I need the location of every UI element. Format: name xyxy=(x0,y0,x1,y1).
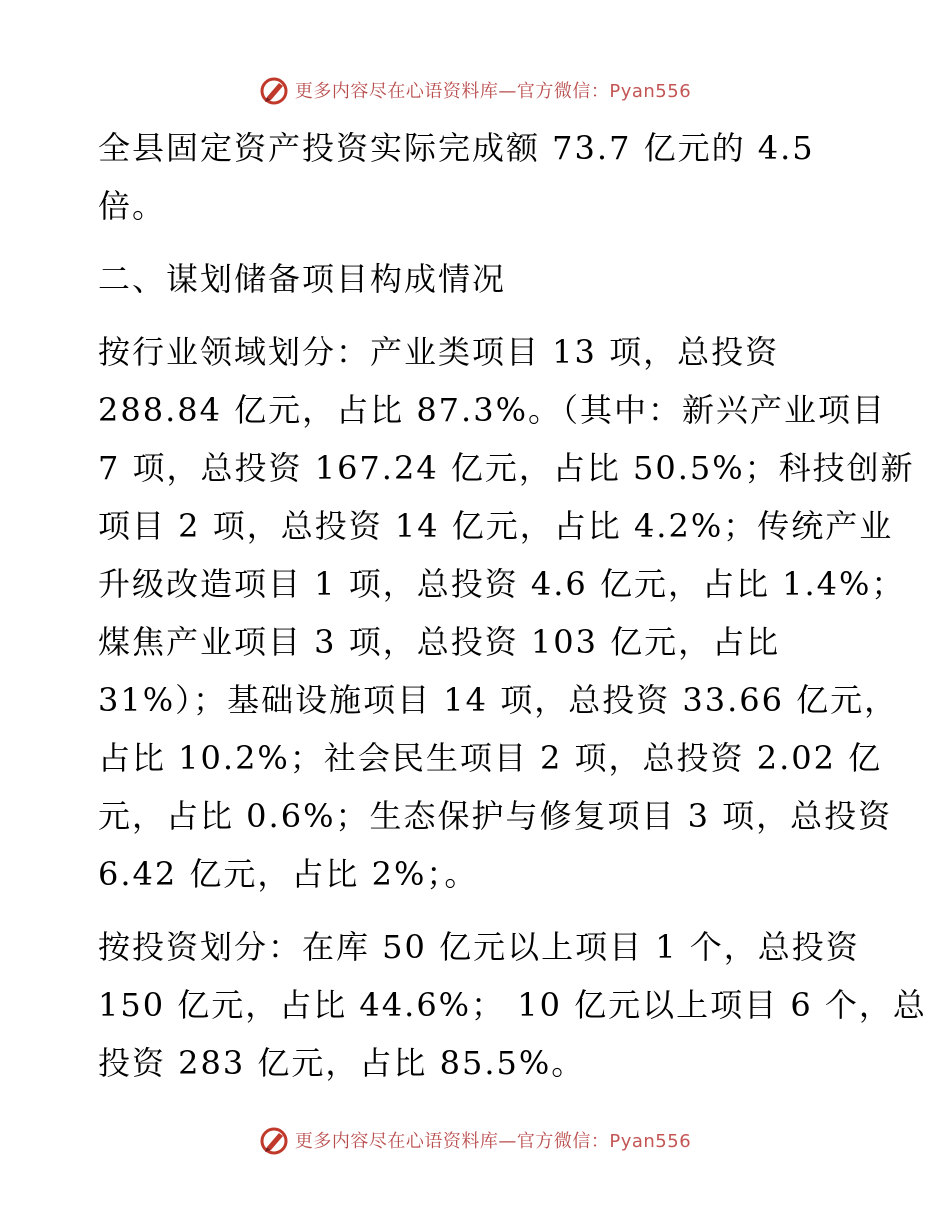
body-line: 元，占比 0.6%；生态保护与修复项目 3 项，总投资 xyxy=(98,797,893,835)
body-line: 150 亿元，占比 44.6%； 10 亿元以上项目 6 个，总 xyxy=(98,986,927,1024)
body-line: 全县固定资产投资实际完成额 73.7 亿元的 4.5 xyxy=(98,129,815,167)
watermark-wechat-id: Pyan556 xyxy=(609,81,692,102)
body-line: 7 项，总投资 167.24 亿元，占比 50.5%；科技创新 xyxy=(98,449,915,487)
body-line: 按投资划分：在库 50 亿元以上项目 1 个，总投资 xyxy=(98,928,860,966)
body-line: 升级改造项目 1 项，总投资 4.6 亿元，占比 1.4%； xyxy=(98,565,906,603)
body-line: 占比 10.2%；社会民生项目 2 项，总投资 2.02 亿 xyxy=(98,739,883,777)
body-line: 项目 2 项，总投资 14 亿元，占比 4.2%；传统产业 xyxy=(98,507,894,545)
body-line: 倍。 xyxy=(98,187,167,225)
body-line: 288.84 亿元，占比 87.3%。（其中：新兴产业项目 xyxy=(98,391,886,429)
watermark-header xyxy=(0,70,950,110)
body-line: 煤焦产业项目 3 项，总投资 103 亿元，占比 xyxy=(98,623,781,661)
body-line: 按行业领域划分：产业类项目 13 项，总投资 xyxy=(98,333,780,371)
body-line: 6.42 亿元，占比 2%；。 xyxy=(98,855,479,893)
watermark-footer xyxy=(0,1120,950,1160)
body-line: 投资 283 亿元，占比 85.5%。 xyxy=(98,1044,586,1082)
watermark-text: 更多内容尽在心语资料库—官方微信： xyxy=(294,1131,610,1152)
body-line: 31%）；基础设施项目 14 项，总投资 33.66 亿元， xyxy=(98,681,899,719)
pen-logo-icon xyxy=(259,75,289,105)
section-heading: 二、谋划储备项目构成情况 xyxy=(98,260,507,298)
pen-logo-icon xyxy=(259,1125,289,1155)
watermark-text: 更多内容尽在心语资料库—官方微信： xyxy=(294,81,610,102)
watermark-wechat-id: Pyan556 xyxy=(609,1131,692,1152)
